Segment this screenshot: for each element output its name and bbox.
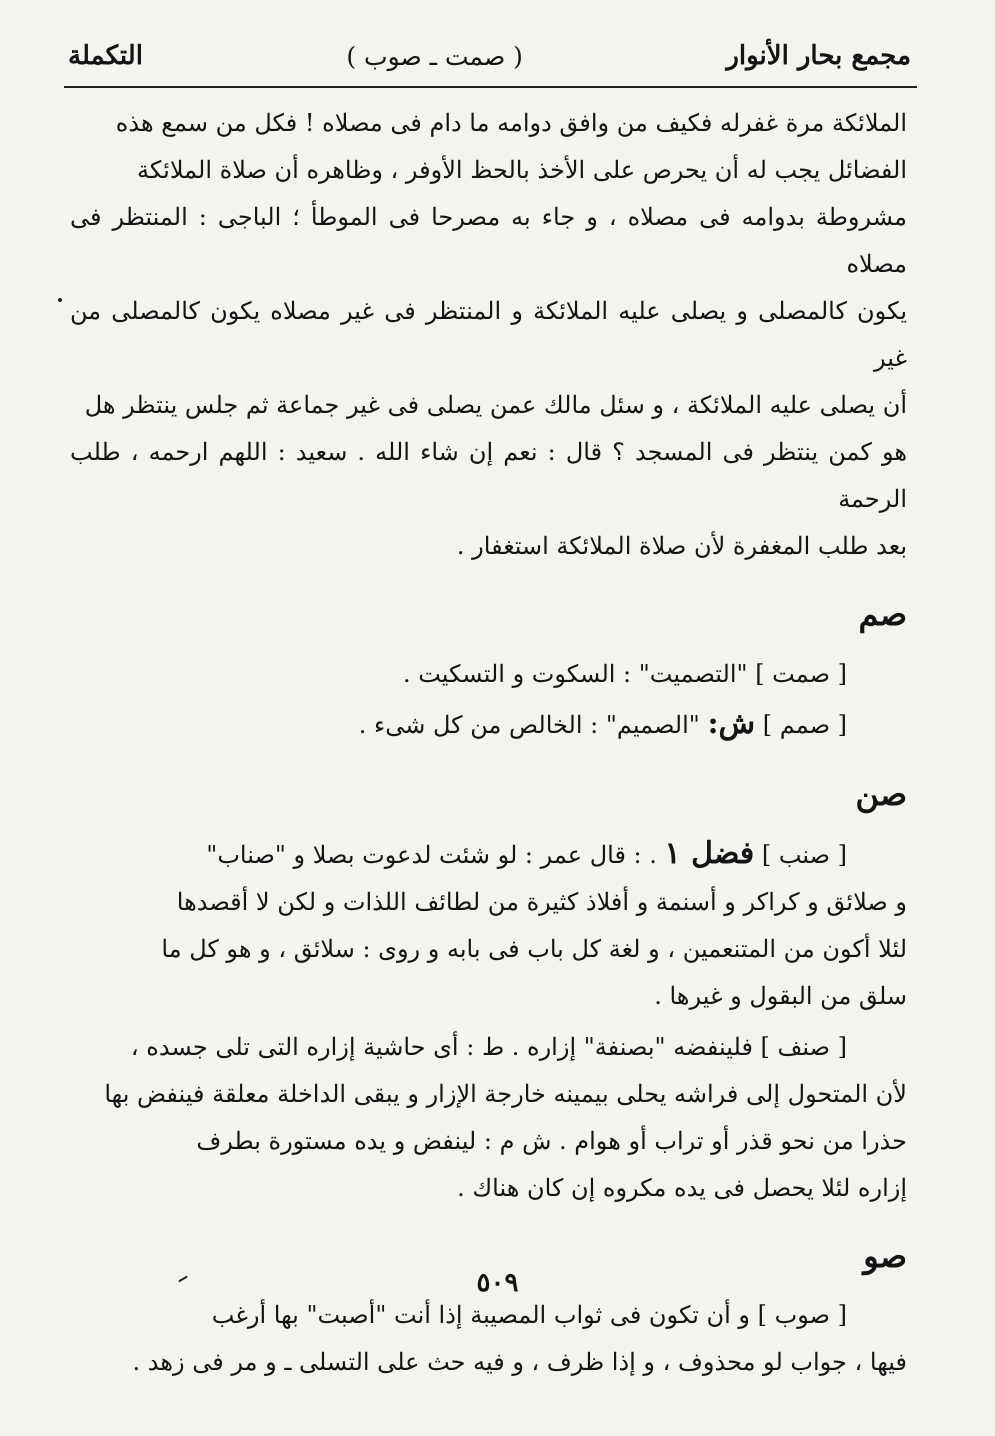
body-text — [70, 100, 907, 1386]
header-volume-label: التكملة — [68, 41, 143, 71]
entry-samt: [ صمت ] "التصميت" : السكوت و التسكيت . — [402, 660, 847, 688]
entry-samam — [70, 699, 907, 750]
entry-text: . : قال عمر : لو شئت لدعوت بصلا و "صناب" — [206, 841, 657, 869]
text-line: إزاره لئلا يحصل فى يده مكروه إن كان هناك . — [457, 1174, 907, 1202]
source-siglum: ش: — [707, 706, 756, 741]
text-line: فيها ، جواب لو محذوف ، و إذا ظرف ، و فيه حث على التسلى ـ و مر فى زهد . — [132, 1348, 907, 1376]
text-line: سلق من البقول و غيرها . — [654, 982, 907, 1010]
entry-sanab-first-line — [70, 830, 907, 879]
entry-sanaf-first-line: [ صنف ] فلينفضه "بصنفة" إزاره . ط : أى حاشية إزاره التى تلى جسده ، — [130, 1033, 847, 1061]
text-line: يكون كالمصلى و يصلى عليه الملائكة و المنتظر فى غير مصلاه يكون كالمصلى من غير — [70, 297, 907, 372]
ink-speck — [58, 298, 62, 302]
section-heading-sann: صن — [855, 775, 907, 813]
entry-headword: [ صمم ] — [762, 711, 847, 739]
text-line: حذرا من نحو قذر أو تراب أو هوام . ش م : لينفض و يده مستورة بطرف — [196, 1127, 907, 1155]
text-line: مشروطة بدوامه فى مصلاه ، و جاء به مصرحا فى الموطأ ؛ الباجى : المنتظر فى مصلاه — [70, 203, 907, 278]
section-heading-sawb: صو — [863, 1237, 907, 1275]
entry-text: "الصميم" : الخالص من كل شىء . — [358, 711, 700, 739]
entry-sawab-first-line: [ صوب ] و أن تكون فى ثواب المصيبة إذا أنت "أصبت" بها أرغب — [211, 1301, 847, 1329]
text-line: أن يصلى عليه الملائكة ، و سئل مالك عمن يصلى فى غير جماعة ثم جلس ينتظر هل — [84, 391, 907, 419]
running-header — [68, 34, 911, 78]
text-line: هو كمن ينتظر فى المسجد ؟ قال : نعم إن شاء الله . سعيد : اللهم ارحمه ، طلب الرحمة — [70, 438, 907, 513]
header-rule — [64, 86, 917, 88]
entry-headword: [ صنب ] — [761, 841, 847, 869]
header-entry-range: ( صمت ـ صوب ) — [346, 41, 523, 71]
section-heading-samm: صم — [858, 595, 907, 633]
source-siglum: فضل ١ — [664, 836, 755, 871]
intro-paragraph — [70, 100, 907, 570]
text-line: لأن المتحول إلى فراشه يحلى بيمينه خارجة الإزار و يبقى الداخلة معلقة فينفض بها — [104, 1080, 907, 1108]
text-line: و صلائق و كراكر و أسنمة و أفلاذ كثيرة من لطائف اللذات و لكن لا أقصدها — [176, 888, 907, 916]
text-line: لئلا أكون من المتنعمين ، و لغة كل باب فى بابه و روى : سلائق ، و هو كل ما — [161, 935, 907, 963]
page-number: ٥٠٩ — [476, 1268, 519, 1298]
text-line: بعد طلب المغفرة لأن صلاة الملائكة استغفار . — [456, 532, 907, 560]
header-book-title: مجمع بحار الأنوار — [726, 41, 911, 71]
text-line: الملائكة مرة غفرله فكيف من وافق دوامه ما دام فى مصلاه ! فكل من سمع هذه — [115, 109, 907, 137]
text-line: الفضائل يجب له أن يحرص على الأخذ بالحظ الأوفر ، وظاهره أن صلاة الملائكة — [137, 156, 907, 184]
